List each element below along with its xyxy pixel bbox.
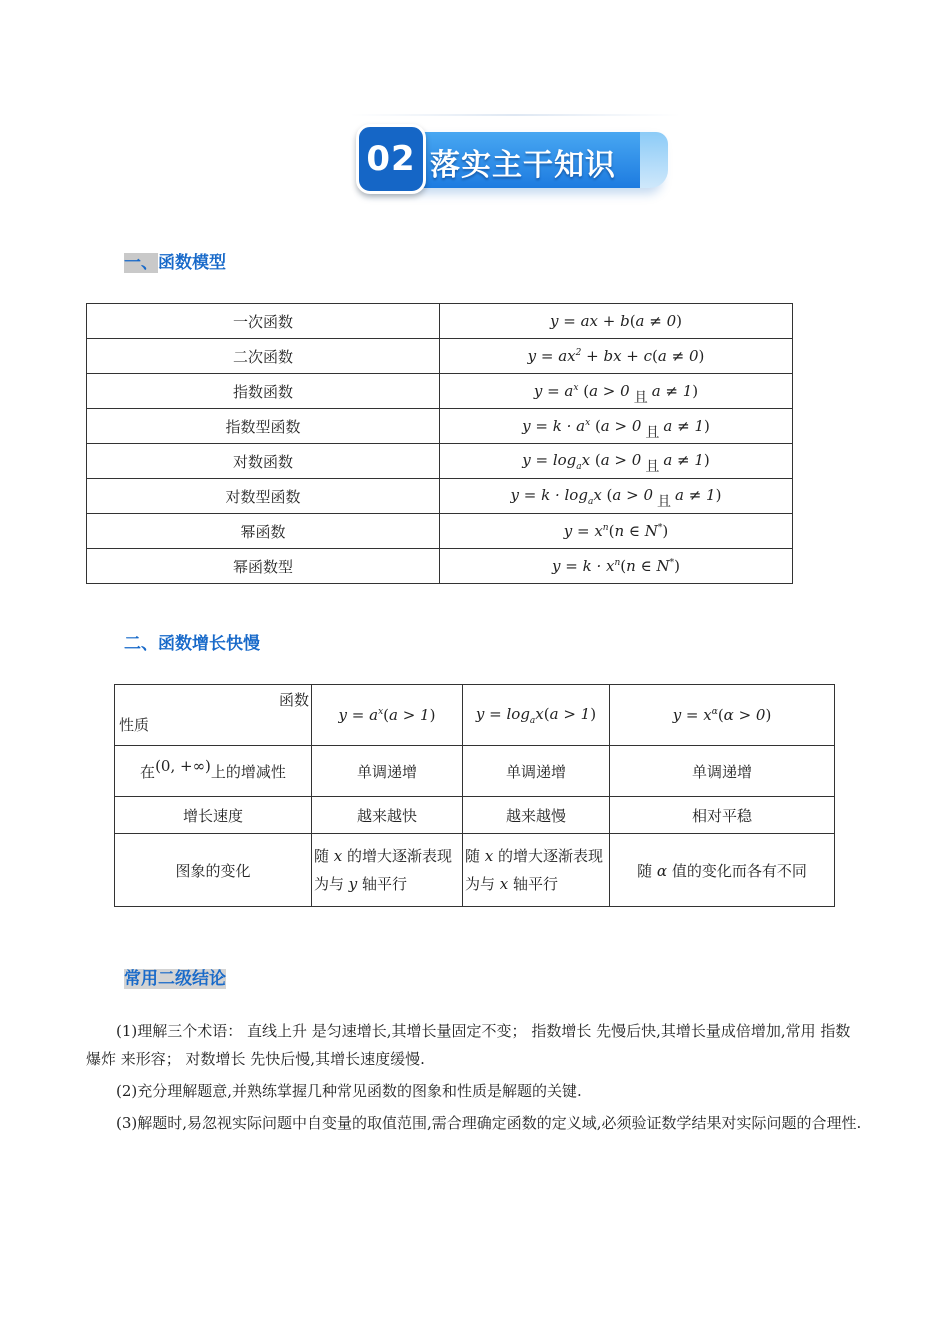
table-row xyxy=(87,514,793,549)
function-model-table xyxy=(86,303,793,584)
col-header-power: $y = x^\alpha(\alpha > 0)$ xyxy=(610,685,835,746)
model-name: 一次函数 xyxy=(87,304,440,339)
model-formula: $y = \log_ax$ (a > 0 且 a ≠ 1) xyxy=(440,444,793,479)
cell-value: 随 x 的增大逐渐表现为与 y 轴平行 xyxy=(312,834,463,907)
table-row xyxy=(87,304,793,339)
col-header-exp: $y = a^x(a > 1)$ xyxy=(312,685,463,746)
table-row xyxy=(115,834,835,907)
section1-prefix: 一、 xyxy=(124,253,158,273)
model-formula: $y = ax^2$ + bx + c(a ≠ 0) xyxy=(440,339,793,374)
table-row xyxy=(87,549,793,584)
conj-word: 且 xyxy=(633,390,648,406)
section2-prefix: 二、 xyxy=(124,634,158,654)
section1-title: 函数模型 xyxy=(158,253,226,273)
section3-title: 常用二级结论 xyxy=(124,969,226,989)
corner-header-bottom: 性质 xyxy=(119,716,150,734)
model-name: 幂函数 xyxy=(87,514,440,549)
model-formula: $y = k \cdot x^n(n$ ∈ N*) xyxy=(440,549,793,584)
cell-value: 单调递增 xyxy=(312,746,463,797)
model-formula: $y = k \cdot a^x$ (a > 0 且 a ≠ 1) xyxy=(440,409,793,444)
section3-heading xyxy=(124,967,226,991)
banner-rule xyxy=(350,114,680,116)
section-banner xyxy=(350,112,680,200)
conj-word: 且 xyxy=(645,459,660,475)
growth-comparison-table xyxy=(114,684,835,907)
table-row xyxy=(87,374,793,409)
corner-header-top: 函数 xyxy=(278,691,309,709)
section2-title: 函数增长快慢 xyxy=(158,634,260,654)
model-name: 幂函数型 xyxy=(87,549,440,584)
row-label-speed: 增长速度 xyxy=(115,797,312,834)
row-label-graph: 图象的变化 xyxy=(115,834,312,907)
model-formula: $y = a^x$ (a > 0 且 a ≠ 1) xyxy=(440,374,793,409)
model-name: 对数函数 xyxy=(87,444,440,479)
table-row xyxy=(115,797,835,834)
cell-value: 单调递增 xyxy=(610,746,835,797)
corner-header xyxy=(115,685,312,746)
col-header-log: $y = \log_ax(a > 1)$ xyxy=(463,685,610,746)
cell-value: 随 α 值的变化而各有不同 xyxy=(610,834,835,907)
banner-number: 02 xyxy=(356,124,426,194)
paragraph-3: (3)解题时,易忽视实际问题中自变量的取值范围,需合理确定函数的定义域,必须验证数学结果对实际问题的合理性. xyxy=(116,1114,862,1132)
cell-value: 相对平稳 xyxy=(610,797,835,834)
paragraph-1: (1)理解三个术语： 直线上升 是匀速增长,其增长量固定不变； 指数增长 先慢后快,其增长量成倍增加,常用 指数爆炸 来形容； 对数增长 先快后慢,其增长速度缓慢. xyxy=(86,1022,851,1068)
paragraph-2: (2)充分理解题意,并熟练掌握几种常见函数的图象和性质是解题的关键. xyxy=(116,1082,582,1100)
cell-value: 随 x 的增大逐渐表现为与 x 轴平行 xyxy=(463,834,610,907)
conj-word: 且 xyxy=(657,494,671,510)
cell-value: 越来越慢 xyxy=(463,797,610,834)
model-name: 指数型函数 xyxy=(87,409,440,444)
cell-value: 单调递增 xyxy=(463,746,610,797)
model-formula: $y = k \cdot \log_ax$ (a > 0 且 a ≠ 1) xyxy=(440,479,793,514)
table-row xyxy=(87,444,793,479)
table-row xyxy=(87,409,793,444)
model-name: 二次函数 xyxy=(87,339,440,374)
model-formula: y = ax + b(a ≠ 0) xyxy=(440,304,793,339)
table-row xyxy=(115,746,835,797)
banner-ribbon-tail xyxy=(640,132,668,188)
conj-word: 且 xyxy=(645,425,660,441)
model-name: 指数函数 xyxy=(87,374,440,409)
section2-heading xyxy=(124,632,260,656)
model-name: 对数型函数 xyxy=(87,479,440,514)
section1-heading xyxy=(124,251,226,275)
table-row xyxy=(87,479,793,514)
table-row xyxy=(115,685,835,746)
cell-value: 越来越快 xyxy=(312,797,463,834)
row-label-monotonic: 在(0, +∞)上的增减性 xyxy=(115,746,312,797)
model-formula: $y = x^n(n$ ∈ N*) xyxy=(440,514,793,549)
banner-title: 落实主干知识 xyxy=(430,148,616,183)
table-row xyxy=(87,339,793,374)
